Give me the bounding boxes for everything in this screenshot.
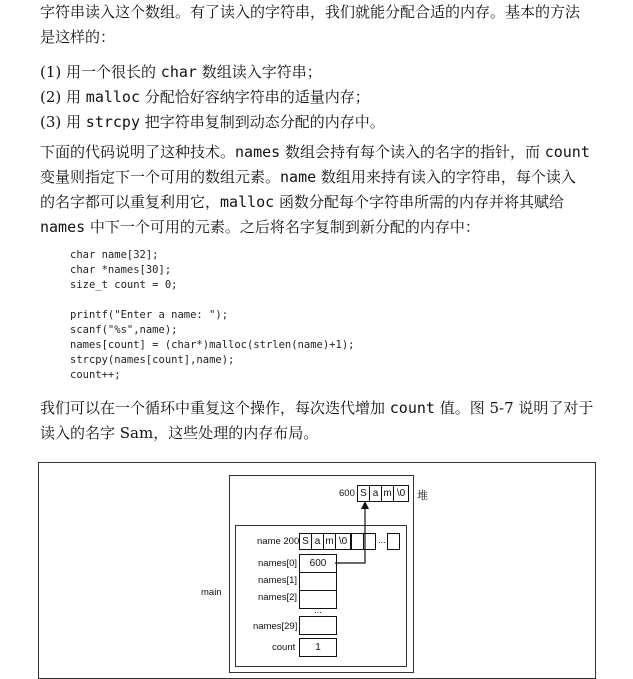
figure-intro-paragraph: 我们可以在一个循环中重复这个操作，每次迭代增加 count 值。图 5-7 说明了对于 读入的名字 Sam，这些处理的内存布局。	[40, 399, 594, 442]
memory-layout-figure	[38, 462, 596, 679]
heap-cell: m	[381, 485, 394, 502]
code-line: count++;	[70, 369, 121, 381]
code-line: char *names[30];	[70, 264, 172, 276]
code-block	[70, 248, 354, 383]
steps-list	[40, 60, 385, 135]
code-line: size_t count = 0;	[70, 279, 178, 291]
code-line: names[count] = (char*)malloc(strlen(name)+1);	[70, 339, 355, 351]
code-line: scanf("%s",name);	[70, 324, 178, 336]
name-cell: a	[311, 533, 324, 550]
name-ellipsis: ...	[378, 535, 386, 546]
intro-line-2: 是这样的：	[40, 28, 116, 46]
name-cell: \0	[335, 533, 351, 550]
count-value: 1	[299, 638, 337, 657]
step-item: (2) 用 malloc 分配恰好容纳字符串的适量内存；	[40, 88, 370, 106]
main-label: main	[201, 587, 222, 598]
heap-cell: S	[357, 485, 370, 502]
heap-cell: \0	[393, 485, 409, 502]
name-label: name 200	[257, 536, 300, 547]
name-cell: S	[299, 533, 312, 550]
step-item: (1) 用一个很长的 char 数组读入字符串；	[40, 63, 322, 81]
heap-label: 堆	[417, 489, 428, 502]
names-ellipsis: ...	[314, 605, 322, 616]
technique-paragraph: 下面的代码说明了这种技术。names 数组会持有每个读入的名字的指针，而 count 变量则指定下一个可用的数组元素。name 数组用来持有读入的字符串，每个读入 的名字都可以重复利用它，malloc 函数分配每个字符串所需的内存并将其赋给 names 中下一个可用的元素。之后将名字复制到新分配的内存中：	[40, 143, 590, 236]
names0-value: 600	[299, 554, 337, 573]
code-line: strcpy(names[count],name);	[70, 354, 235, 366]
names29-label: names[29]	[253, 621, 298, 632]
code-line: char name[32];	[70, 249, 159, 261]
intro-line-1: 字符串读入这个数组。有了读入的字符串，我们就能分配合适的内存。基本的方法	[40, 3, 581, 21]
heap-address: 600	[339, 488, 355, 499]
name-cell: m	[323, 533, 336, 550]
code-line: printf("Enter a name: ");	[70, 309, 229, 321]
names1-label: names[1]	[258, 575, 298, 586]
step-item: (3) 用 strcpy 把字符串复制到动态分配的内存中。	[40, 113, 385, 131]
names0-label: names[0]	[258, 558, 298, 569]
heap-cell: a	[369, 485, 382, 502]
names2-label: names[2]	[258, 592, 298, 603]
pointer-arrow	[39, 463, 595, 678]
intro-paragraph	[40, 0, 608, 50]
count-label: count	[272, 642, 296, 653]
